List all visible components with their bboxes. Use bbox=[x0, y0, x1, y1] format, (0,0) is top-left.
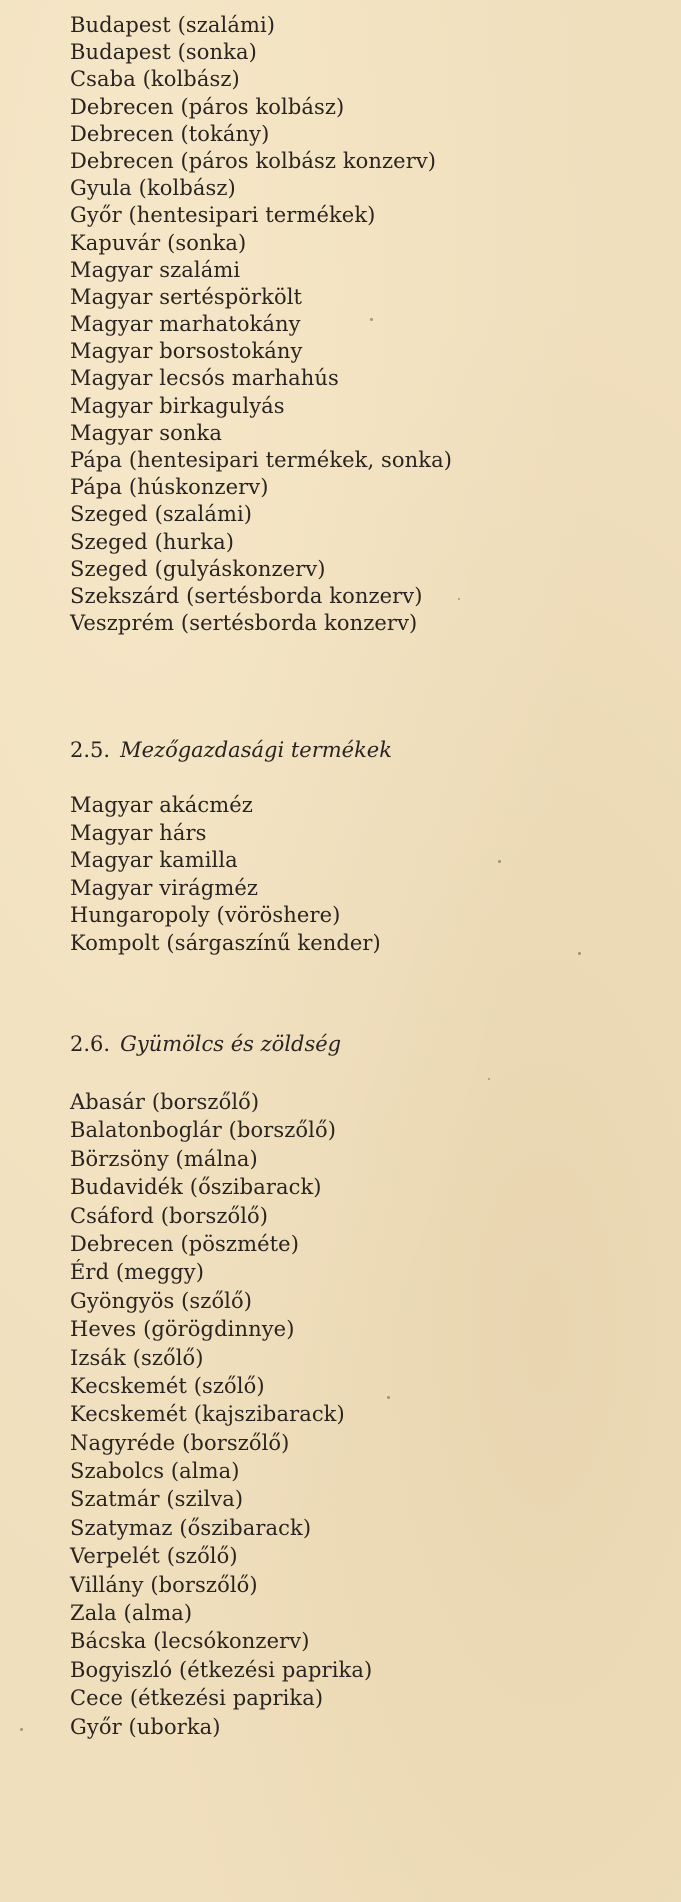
list-item: Debrecen (pöszméte) bbox=[70, 1231, 299, 1256]
list-item: Magyar akácméz bbox=[70, 793, 253, 817]
list-item: Magyar sertéspörkölt bbox=[70, 284, 303, 309]
list-item: Szabolcs (alma) bbox=[70, 1459, 240, 1484]
paper-speck bbox=[578, 952, 581, 955]
list-item: Bogyiszló (étkezési paprika) bbox=[70, 1657, 373, 1682]
list-item: Magyar borsostokány bbox=[70, 339, 303, 364]
list-item: Magyar sonka bbox=[70, 420, 222, 445]
section-heading-2-5 bbox=[70, 738, 392, 762]
list-item: Pápa (hentesipari termékek, sonka) bbox=[70, 448, 453, 472]
list-item: Abasár (borszőlő) bbox=[70, 1090, 260, 1114]
list-item: Magyar hárs bbox=[70, 820, 207, 845]
list-item: Gyula (kolbász) bbox=[70, 176, 236, 201]
section-title: Gyümölcs és zöldség bbox=[120, 1032, 342, 1056]
list-item: Csáford (borszőlő) bbox=[70, 1203, 269, 1228]
list-item: Börzsöny (málna) bbox=[70, 1146, 258, 1171]
list-item: Győr (uborka) bbox=[70, 1714, 221, 1739]
list-item: Magyar kamilla bbox=[70, 848, 238, 873]
list-item: Veszprém (sertésborda konzerv) bbox=[70, 611, 418, 636]
paper-speck bbox=[458, 598, 460, 600]
list-item: Budavidék (őszibarack) bbox=[70, 1175, 322, 1200]
list-item: Villány (borszőlő) bbox=[70, 1572, 258, 1597]
section-title: Mezőgazdasági termékek bbox=[120, 738, 392, 762]
list-item: Kecskemét (kajszibarack) bbox=[70, 1402, 345, 1427]
agricultural-products-list bbox=[70, 792, 381, 958]
list-item: Kapuvár (sonka) bbox=[70, 230, 247, 255]
section-heading-2-6 bbox=[70, 1032, 341, 1056]
list-item: Szekszárd (sertésborda konzerv) bbox=[70, 583, 423, 608]
list-item: Szatymaz (őszibarack) bbox=[70, 1515, 312, 1540]
list-item: Budapest (szalámi) bbox=[70, 13, 276, 37]
list-item: Budapest (sonka) bbox=[70, 40, 257, 65]
list-item: Bácska (lecsókonzerv) bbox=[70, 1629, 310, 1654]
list-item: Csaba (kolbász) bbox=[70, 67, 240, 92]
list-item: Magyar virágméz bbox=[70, 875, 259, 900]
list-item: Verpelét (szőlő) bbox=[70, 1544, 238, 1569]
section-number: 2.5. bbox=[70, 738, 111, 762]
list-item: Pápa (húskonzerv) bbox=[70, 475, 269, 500]
list-item: Szeged (szalámi) bbox=[70, 502, 253, 527]
list-item: Szeged (hurka) bbox=[70, 529, 234, 554]
paper-speck bbox=[488, 1078, 490, 1080]
list-item: Kompolt (sárgaszínű kender) bbox=[70, 930, 381, 955]
list-item: Nagyréde (borszőlő) bbox=[70, 1430, 290, 1455]
list-item: Érd (meggy) bbox=[70, 1260, 205, 1285]
list-item: Zala (alma) bbox=[70, 1601, 193, 1626]
list-item: Debrecen (páros kolbász konzerv) bbox=[70, 148, 437, 173]
list-item: Debrecen (páros kolbász) bbox=[70, 94, 345, 119]
paper-speck bbox=[20, 1728, 23, 1731]
list-item: Hungaropoly (vöröshere) bbox=[70, 903, 341, 928]
list-item: Heves (görögdinnye) bbox=[70, 1317, 295, 1342]
list-item: Magyar lecsós marhahús bbox=[70, 366, 339, 391]
paper-speck bbox=[387, 1396, 390, 1399]
list-item: Kecskemét (szőlő) bbox=[70, 1373, 265, 1398]
paper-speck bbox=[498, 860, 501, 863]
list-item: Szeged (gulyáskonzerv) bbox=[70, 556, 326, 581]
list-item: Magyar szalámi bbox=[70, 257, 241, 282]
section-number: 2.6. bbox=[70, 1032, 111, 1056]
fruit-vegetable-list bbox=[70, 1088, 372, 1741]
meat-products-list bbox=[70, 12, 452, 637]
list-item: Balatonboglár (borszőlő) bbox=[70, 1118, 337, 1143]
list-item: Cece (étkezési paprika) bbox=[70, 1686, 324, 1711]
list-item: Magyar marhatokány bbox=[70, 312, 301, 337]
list-item: Szatmár (szilva) bbox=[70, 1487, 244, 1512]
list-item: Izsák (szőlő) bbox=[70, 1345, 204, 1370]
paper-speck bbox=[370, 318, 373, 321]
list-item: Magyar birkagulyás bbox=[70, 393, 285, 418]
list-item: Győr (hentesipari termékek) bbox=[70, 203, 376, 228]
list-item: Debrecen (tokány) bbox=[70, 121, 270, 146]
list-item: Gyöngyös (szőlő) bbox=[70, 1288, 253, 1313]
